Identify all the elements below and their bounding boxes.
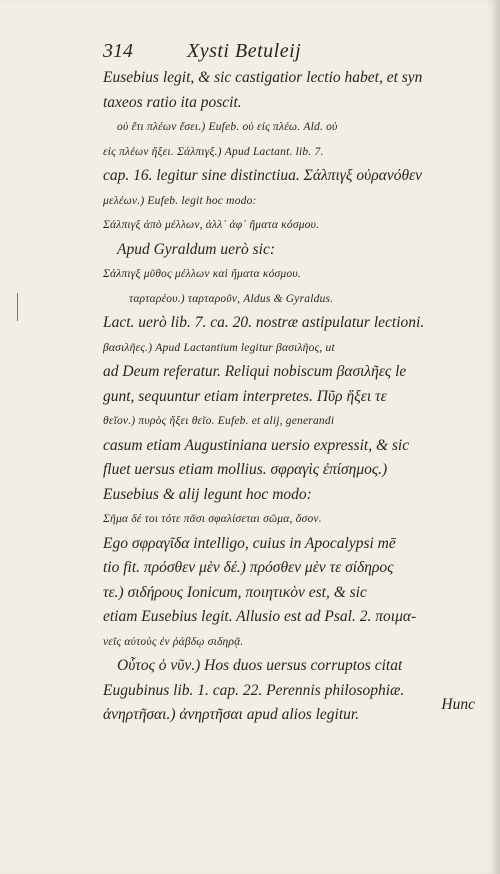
text-line: ἀνηρτῆσαι.) ἀνηρτῆσαι apud alios legitur. [103, 706, 360, 723]
text-line: νεῖς αὐτοὺς ἐν ῥάβδῳ σιδηρᾷ. [103, 635, 244, 648]
catchword: Hunc [441, 696, 475, 713]
text-line: Lact. uerò lib. 7. ca. 20. nostræ astipulatur lectioni. [103, 314, 425, 331]
text-line: μελέων.) Eufeb. legit hoc modo: [103, 194, 257, 207]
text-line: Σῆμα δέ τοι τότε πᾶσι σφαλίσεται σῶμα, ὅσον. [103, 513, 322, 525]
text-line: Οὗτος ὁ νῦν.) Hos duos uersus corruptos citat [117, 657, 403, 674]
text-line: Eusebius & alij legunt hoc modo: [103, 485, 312, 503]
text-line: Σάλπιγξ ἀπὸ μέλλων, ἀλλ᾽ ἀφ᾽ ἤματα κόσμου. [103, 219, 320, 231]
text-line: Apud Gyraldum uerò sic: [117, 240, 275, 258]
text-line: ταρταρέου.) ταρταροῦν, Aldus & Gyraldus. [129, 292, 334, 305]
text-line: Eugubinus lib. 1. cap. 22. Perennis philosophiæ. [103, 681, 405, 699]
text-line: οὐ ἔτι πλέων ἔσει.) Eufeb. οὐ εἰς πλέω. Ald. οὐ [117, 121, 338, 133]
text-line: casum etiam Augustiniana uersio expressit, & sic [103, 436, 410, 454]
text-line: Eusebius legit, & sic castigatior lectio habet, et syn [103, 69, 423, 86]
text-line: θεῖον.) πυρὸς ἥξει θεῖο. Eufeb. et alij, generandi [103, 415, 335, 427]
text-line: βασιλῆες.) Apud Lactantium legitur βασιλῆος, ut [103, 341, 335, 354]
margin-mark [17, 293, 18, 321]
text-line: etiam Eusebius legit. Allusio est ad Psal. 2. ποιμα- [103, 608, 417, 625]
text-line: εἰς πλέων ἥξει. Σάλπιγξ.) Apud Lactant. lib. 7. [103, 145, 324, 158]
text-line: Ego σφραγῖδα intelligo, cuius in Apocalypsi mē [103, 534, 396, 552]
page-header [103, 40, 473, 68]
text-block [103, 40, 473, 730]
text-line: Σάλπιγξ μῦθος μέλλων καὶ ἤματα κόσμου. [103, 268, 301, 280]
text-line: τε.) σιδήρους Ionicum, ποιητικὸν est, & sic [103, 583, 367, 601]
text-line: ad Deum referatur. Reliqui nobiscum βασιλῆες le [103, 363, 407, 380]
text-line: gunt, sequuntur etiam interpretes. Πῦρ ἥξει τε [103, 387, 387, 405]
text-line: fluet uersus etiam mollius. σφραγὶς ἐπίσημος.) [103, 461, 388, 478]
page-number: 314 [103, 40, 133, 62]
text-line: taxeos ratio ita poscit. [103, 93, 242, 111]
text-line: tio fit. πρόσθεν μὲν δέ.) πρόσθεν μὲν τε σίδηρος [103, 559, 394, 576]
running-title: Xysti Betuleij [187, 40, 302, 62]
text-line: cap. 16. legitur sine distinctiua. Σάλπιγξ οὐρανόθεν [103, 167, 423, 184]
